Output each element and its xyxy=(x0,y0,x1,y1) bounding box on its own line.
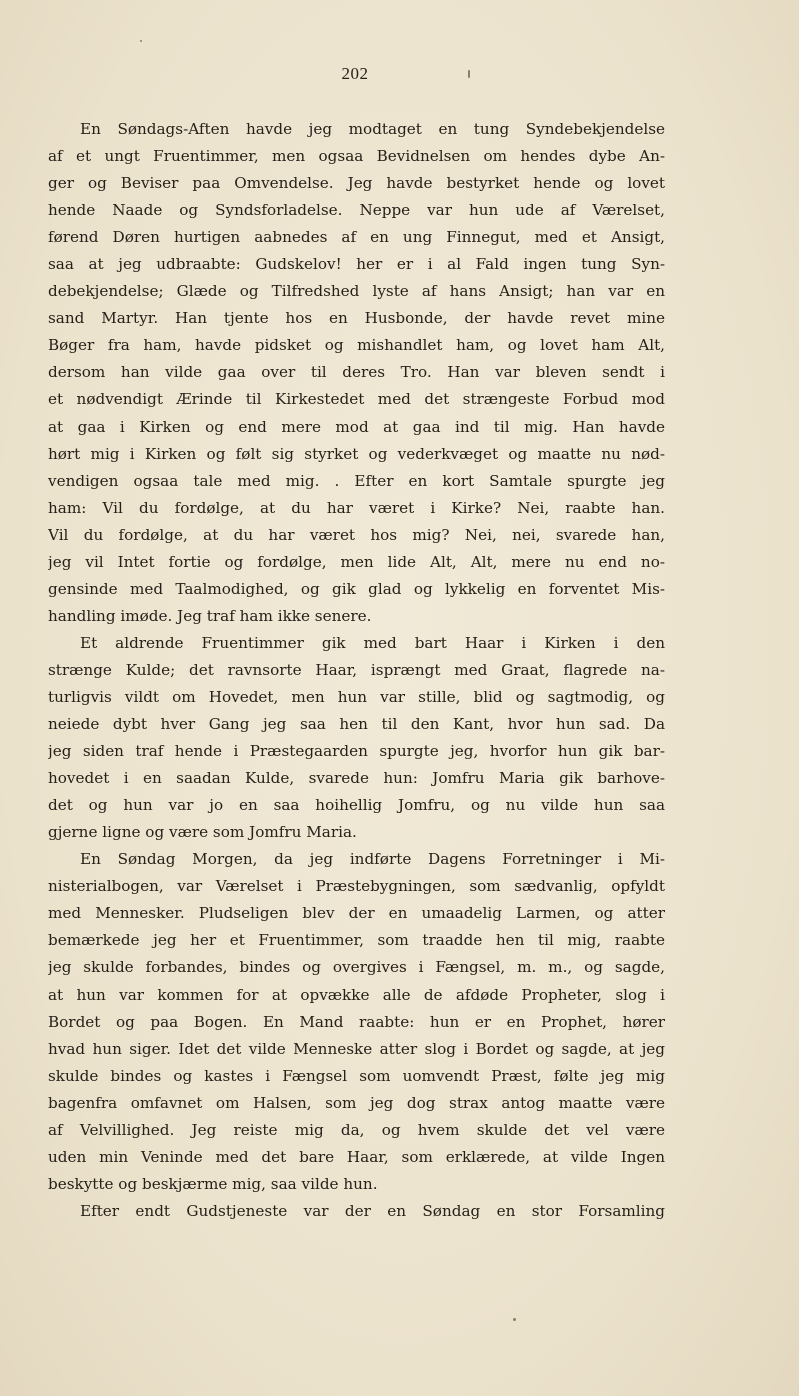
text-line: hvad hun siger. Idet det vilde Menneske atter slog i Bordet og sagde, at jeg xyxy=(48,1039,665,1058)
text-line: Vil du fordølge, at du har været hos mig? Nei, nei, svarede han, xyxy=(48,525,665,544)
paper-speck xyxy=(140,40,142,42)
text-line: gjerne ligne og være som Jomfru Maria. xyxy=(48,823,357,842)
text-line: skulde bindes og kastes i Fængsel som uomvendt Præst, følte jeg mig xyxy=(48,1066,665,1085)
text-line: gensinde med Taalmodighed, og gik glad og lykkelig en forventet Mis- xyxy=(48,579,665,598)
text-line: af Velvillighed. Jeg reiste mig da, og hvem skulde det vel være xyxy=(48,1120,665,1139)
text-line: jeg skulde forbandes, bindes og overgives i Fængsel, m. m., og sagde, xyxy=(48,958,665,977)
paper-speck xyxy=(468,70,470,78)
text-line: vendigen ogsaa tale med mig. . Efter en kort Samtale spurgte jeg xyxy=(48,471,665,490)
text-line: turligvis vildt om Hovedet, men hun var stille, blid og sagtmodig, og xyxy=(48,687,665,706)
text-line: af et ungt Fruentimmer, men ogsaa Bevidnelsen om hendes dybe An- xyxy=(48,147,665,166)
text-line: at gaa i Kirken og end mere mod at gaa ind til mig. Han havde xyxy=(48,417,665,436)
page-number: 202 xyxy=(341,64,369,83)
text-line: neiede dybt hver Gang jeg saa hen til den Kant, hvor hun sad. Da xyxy=(48,715,665,734)
text-line: saa at jeg udbraabte: Gudskelov! her er i al Fald ingen tung Syn- xyxy=(48,255,665,274)
text-line: sand Martyr. Han tjente hos en Husbonde, der havde revet mine xyxy=(48,309,665,328)
text-line: hørt mig i Kirken og følt sig styrket og vederkvæget og maatte nu nød- xyxy=(48,444,665,463)
text-line: uden min Veninde med det bare Haar, som erklærede, at vilde Ingen xyxy=(48,1147,665,1166)
text-line: det og hun var jo en saa hoihellig Jomfru, og nu vilde hun saa xyxy=(48,796,665,815)
text-line: handling imøde. Jeg traf ham ikke senere. xyxy=(48,606,372,625)
text-line: bemærkede jeg her et Fruentimmer, som traadde hen til mig, raabte xyxy=(48,931,665,950)
text-line: debekjendelse; Glæde og Tilfredshed lyste af hans Ansigt; han var en xyxy=(48,282,665,301)
text-line: ger og Beviser paa Omvendelse. Jeg havde bestyrket hende og lovet xyxy=(48,174,665,193)
text-line: jeg vil Intet fortie og fordølge, men lide Alt, Alt, mere nu end no- xyxy=(48,552,665,571)
text-line: ham: Vil du fordølge, at du har været i Kirke? Nei, raabte han. xyxy=(48,498,665,517)
text-line: Efter endt Gudstjeneste var der en Søndag en stor Forsamling xyxy=(80,1201,665,1220)
paper-speck xyxy=(513,1318,516,1321)
text-line: Bøger fra ham, havde pidsket og mishandlet ham, og lovet ham Alt, xyxy=(48,336,665,355)
text-line: Bordet og paa Bogen. En Mand raabte: hun er en Prophet, hører xyxy=(48,1012,665,1031)
text-line: strænge Kulde; det ravnsorte Haar, isprængt med Graat, flagrede na- xyxy=(48,660,665,679)
text-line: nisterialbogen, var Værelset i Præstebygningen, som sædvanlig, opfyldt xyxy=(48,877,665,896)
text-line: at hun var kommen for at opvække alle de afdøde Propheter, slog i xyxy=(48,985,665,1004)
text-line: jeg siden traf hende i Præstegaarden spurgte jeg, hvorfor hun gik bar- xyxy=(48,742,665,761)
text-line: et nødvendigt Ærinde til Kirkestedet med det strængeste Forbud mod xyxy=(48,390,665,409)
body-text xyxy=(48,116,665,1225)
text-line: førend Døren hurtigen aabnedes af en ung Finnegut, med et Ansigt, xyxy=(48,228,665,247)
text-line: beskytte og beskjærme mig, saa vilde hun. xyxy=(48,1174,378,1193)
text-line: bagenfra omfavnet om Halsen, som jeg dog strax antog maatte være xyxy=(48,1093,665,1112)
text-line: Et aldrende Fruentimmer gik med bart Haar i Kirken i den xyxy=(80,633,665,652)
text-line: dersom han vilde gaa over til deres Tro. Han var bleven sendt i xyxy=(48,363,665,382)
text-line: En Søndag Morgen, da jeg indførte Dagens Forretninger i Mi- xyxy=(80,850,665,869)
text-line: hovedet i en saadan Kulde, svarede hun: Jomfru Maria gik barhove- xyxy=(48,769,665,788)
text-line: hende Naade og Syndsforladelse. Neppe var hun ude af Værelset, xyxy=(48,201,665,220)
text-line: med Mennesker. Pludseligen blev der en umaadelig Larmen, og atter xyxy=(48,904,665,923)
text-line: En Søndags-Aften havde jeg modtaget en tung Syndebekjendelse xyxy=(80,120,665,138)
